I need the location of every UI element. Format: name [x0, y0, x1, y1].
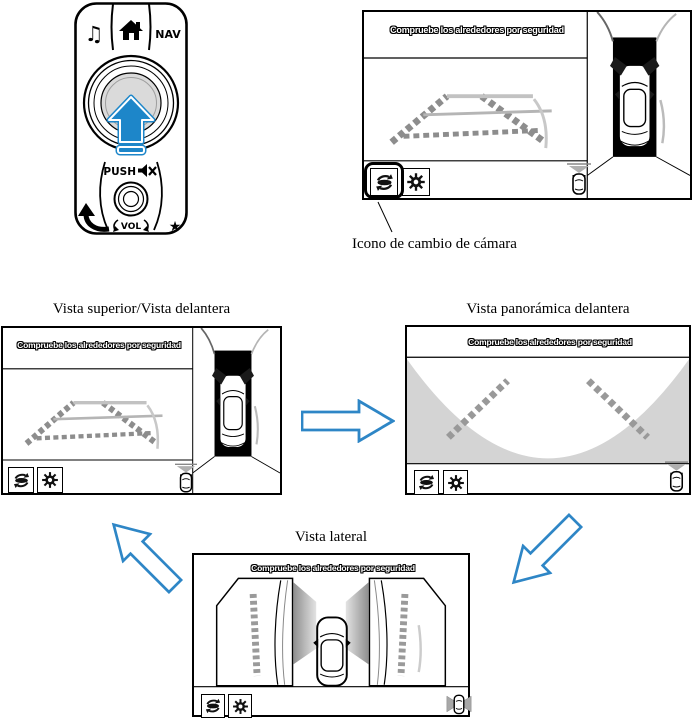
settings-button[interactable]	[402, 168, 430, 196]
gear-icon	[406, 172, 426, 192]
top-front-view-title: Vista superior/Vista delantera	[52, 301, 231, 317]
side-view-title: Vista lateral	[295, 529, 367, 545]
parking-guide-lines	[27, 403, 163, 449]
settings-button[interactable]	[37, 467, 63, 493]
caption-pointer-line	[370, 198, 400, 238]
volume-knob	[115, 183, 148, 216]
top-view-pane	[587, 12, 690, 175]
right-camera-cone	[346, 582, 369, 664]
safety-message: Compruebe los alrededores por seguridad	[251, 563, 415, 573]
favorite-star-icon: ★	[168, 219, 182, 235]
camera-switch-button[interactable]	[370, 168, 398, 196]
camera-switch-button[interactable]	[8, 467, 34, 493]
panoramic-graphics	[407, 327, 689, 493]
camera-switch-caption: Icono de cambio de cámara	[352, 236, 517, 252]
vehicle-side-indicator-icon	[446, 693, 472, 720]
screen-rear-camera-highlight	[362, 10, 692, 200]
camera-switch-icon	[204, 697, 222, 715]
flow-arrow-right	[301, 399, 395, 443]
camera-switch-icon	[12, 471, 31, 490]
safety-message: Compruebe los alrededores por seguridad	[17, 340, 181, 350]
screen-side-view	[192, 553, 470, 717]
top-view-pane	[193, 328, 280, 473]
camera-switch-button[interactable]	[414, 470, 439, 495]
gear-icon	[447, 474, 465, 492]
vehicle-front-indicator-icon	[175, 463, 197, 498]
top-view-car	[313, 617, 350, 685]
safety-message: Compruebe los alrededores por seguridad	[390, 25, 564, 35]
parking-guide-lines	[392, 96, 552, 148]
gear-icon	[41, 471, 59, 489]
vehicle-front-indicator-icon	[567, 163, 591, 200]
settings-button[interactable]	[228, 694, 252, 718]
commander-control-illustration	[74, 2, 188, 235]
left-side-camera-pane	[217, 578, 293, 685]
vehicle-front-indicator-icon	[665, 461, 688, 497]
safety-message: Compruebe los alrededores por seguridad	[468, 337, 632, 347]
screen-panoramic-view	[405, 325, 691, 495]
panoramic-view-title: Vista panorámica delantera	[466, 301, 630, 317]
camera-switch-icon	[417, 473, 436, 492]
screen-top-front-view	[1, 326, 282, 495]
camera-switch-button[interactable]	[201, 694, 225, 718]
settings-button[interactable]	[443, 470, 468, 495]
vol-label: VOL	[120, 222, 142, 232]
push-label: PUSH	[103, 166, 136, 178]
commander-graphics	[74, 2, 188, 235]
side-view-graphics	[194, 555, 468, 715]
nav-button-label: NAV	[155, 28, 181, 41]
left-camera-cone	[294, 582, 317, 664]
camera-switch-icon	[374, 172, 395, 193]
gear-icon	[232, 698, 249, 715]
flow-arrow-up-left	[96, 507, 192, 603]
flow-arrow-down-left	[496, 504, 592, 600]
music-note-icon: ♫	[84, 22, 104, 46]
right-side-camera-pane	[369, 578, 445, 685]
